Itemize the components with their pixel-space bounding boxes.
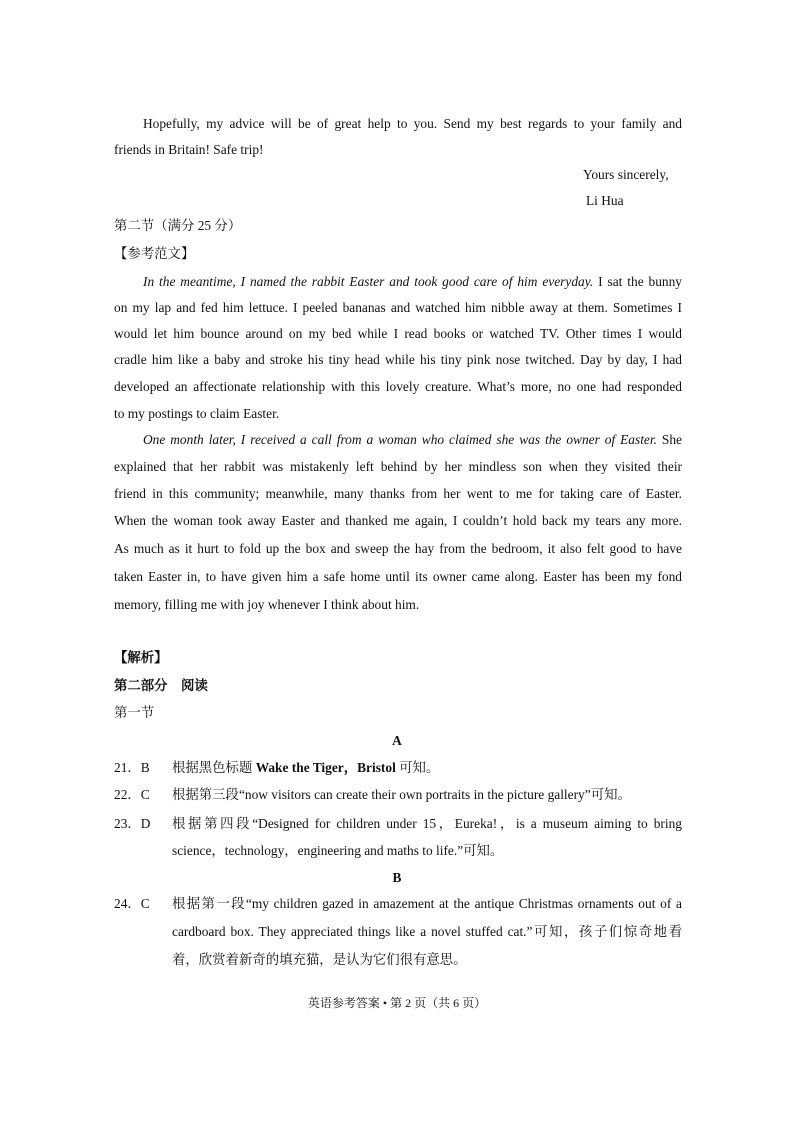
group-b-heading: B [392, 870, 402, 885]
answer-24-line1: 根据第一段“my children gazed in amazement at the antique Christmas ornaments out of a [172, 896, 682, 911]
page-footer: 英语参考答案 • 第 2 页（共 6 页） [307, 996, 487, 1010]
essay-para1-line6: to my postings to claim Easter. [114, 406, 280, 421]
essay-para1-italic-start: In the meantime, I named the rabbit Easter and took good care of him everyday. [143, 274, 594, 289]
essay-para2-line7: memory, filling me with joy whenever I think about him. [114, 597, 420, 612]
sample-essay-label: 【参考范文】 [114, 246, 195, 261]
answer-24-line2: cardboard box. They appreciated things like a novel stuffed cat.”可知，孩子们惊奇地看 [172, 924, 682, 939]
answer-23-line2: science，technology，engineering and maths to life.”可知。 [172, 843, 504, 858]
letter-paragraph-line-1: Hopefully, my advice will be of great help to you. Send my best regards to your family and [143, 116, 682, 131]
letter-signature: Li Hua [586, 193, 624, 208]
essay-para1-line3: would let him bounce around on my bed while I read books or watched TV. Other times I would [114, 326, 682, 341]
essay-para2-line2: explained that her rabbit was mistakenly left behind by her mindless son when they visited their [114, 459, 682, 474]
answer-23-line1: 根据第四段“Designed for children under 15，Eureka!，is a museum aiming to bring [172, 816, 682, 831]
essay-para1-line1: In the meantime, I named the rabbit Easter and took good care of him everyday. I sat the bunny [143, 274, 682, 289]
essay-para2-line1: One month later, I received a call from a woman who claimed she was the owner of Easter. She [143, 432, 682, 447]
essay-para2-line3: friend in this community; meanwhile, many thanks from her went to me for taking care of Easter. [114, 486, 682, 501]
answer-22: 根据第三段“now visitors can create their own portraits in the picture gallery”可知。 [172, 787, 631, 802]
letter-closing: Yours sincerely, [583, 167, 669, 182]
analysis-section-heading: 第一节 [114, 705, 155, 720]
analysis-part-heading: 第二部分 阅读 [114, 678, 208, 693]
answer-21: 根据黑色标题 Wake the Tiger，Bristol 可知。 [172, 760, 440, 775]
question-number-22: 22．C [114, 787, 150, 802]
essay-para1-line5: developed an affectionate relationship with this lovely creature. What’s more, no one had responded [114, 379, 682, 394]
letter-paragraph-line-2: friends in Britain! Safe trip! [114, 142, 264, 157]
essay-para1-line4: cradle him like a baby and stroke his tiny head while his tiny pink nose twitched. Day by day, I had [114, 352, 682, 367]
section-heading: 第二节（满分 25 分） [114, 218, 242, 233]
answer-24-line3: 着，欣赏着新奇的填充猫，是认为它们很有意思。 [172, 952, 467, 967]
essay-para2-line4: When the woman took away Easter and thanked me again, I couldn’t hold back my tears any more. [114, 513, 682, 528]
analysis-label: 【解析】 [114, 650, 168, 665]
group-a-heading: A [392, 733, 402, 748]
essay-para1-line2: on my lap and fed him lettuce. I peeled bananas and watched him nibble away at them. Sometimes I [114, 300, 682, 315]
question-number-23: 23．D [114, 816, 151, 831]
question-number-21: 21．B [114, 760, 150, 775]
essay-para2-line6: taken Easter in, to have given him a safe home until its owner came along. Easter has been my fond [114, 569, 682, 584]
essay-para2-italic-start: One month later, I received a call from a woman who claimed she was the owner of Easter. [143, 432, 657, 447]
question-number-24: 24．C [114, 896, 150, 911]
answer-21-bold-title: Wake the Tiger，Bristol [255, 760, 396, 775]
essay-para2-line5: As much as it hurt to fold up the box and sweep the hay from the bedroom, it also felt good to have [114, 541, 682, 556]
